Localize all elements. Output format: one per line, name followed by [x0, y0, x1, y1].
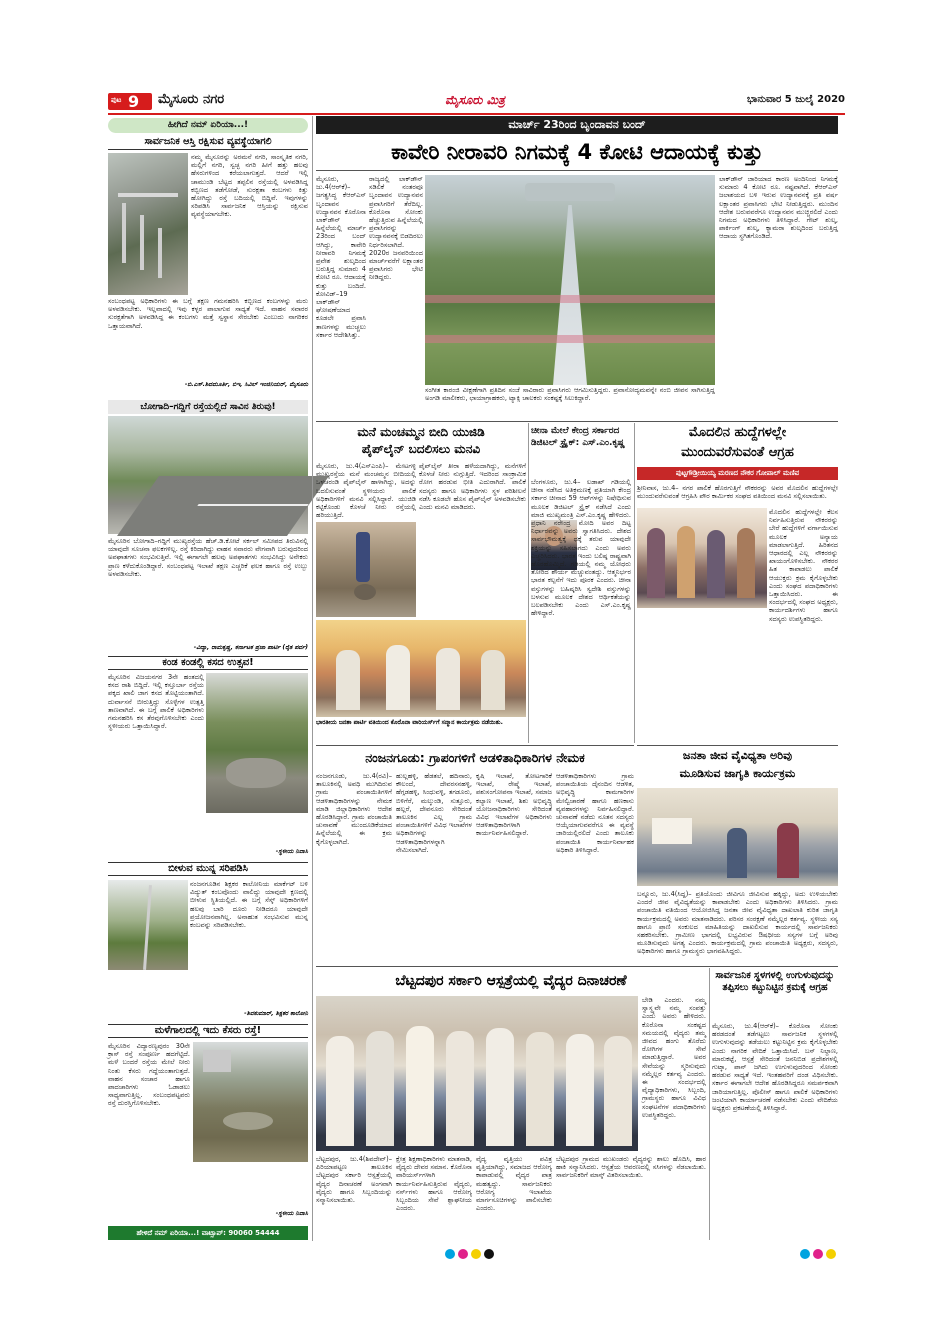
header-rule: [108, 113, 845, 115]
firstpost-col1: ಶ್ರೀನಿವಾಸ, ಜು.4– ನಗರ ಪಾಲಿಕೆ ಹೊರಗುತ್ತಿಗೆ ನೌಕರರನ್ನು ಅವರ ಮೊದಲಿನ ಹುದ್ದೆಗಳಲ್ಲೇ ಮುಂದುವರೆಸುವಂತೆ ಆಗ್ರಹಿಸಿ ಪೌರ ಕಾರ್ಮಿಕರ ಸಂಘದ ವತಿಯಿಂದ ಮನವಿ ಸಲ್ಲಿಸಲಾಯಿತು.: [637, 484, 838, 501]
firstpost-col2: ಮೊದಲಿನ ಹುದ್ದೆಗಳಲ್ಲೇ ಕೆಲಸ ನಿರ್ವಹಿಸುತ್ತಿರುವ ನೌಕರರನ್ನು ಬೇರೆ ಹುದ್ದೆಗಳಿಗೆ ವರ್ಗಾಯಿಸುವ ಮೂಲಕ ಅನ್ಯಾಯ ಮಾಡಲಾಗುತ್ತಿದೆ. ಹಿರಿತನದ ಆಧಾರದಲ್ಲಿ ಎಲ್ಲ ನೌಕರರನ್ನು ಖಾಯಂಗೊಳಿಸಬೇಕು. ನೌಕರರ ಹಿತ ಕಾಪಾಡಲು ಪಾಲಿಕೆ ಆಯುಕ್ತರು ಕ್ರಮ ಕೈಗೊಳ್ಳಬೇಕು ಎಂದು ಸಂಘದ ಪದಾಧಿಕಾರಿಗಳು ಒತ್ತಾಯಿಸಿದರು. ಈ ಸಂದರ್ಭದಲ್ಲಿ ಸಂಘದ ಅಧ್ಯಕ್ಷರು, ಕಾರ್ಯದರ್ಶಿಗಳು ಹಾಗೂ ಸದಸ್ಯರು ಉಪಸ್ಥಿತರಿದ್ದರು.: [769, 508, 838, 623]
railing-photo: [108, 153, 188, 295]
lead-kicker: ಮಾರ್ಚ್ 23ರಿಂದ ಬೃಂದಾವನ ಬಂದ್: [316, 116, 838, 134]
nanjangud-col4: ಆಡಳಿತಾಧಿಕಾರಿಗಳು ಗ್ರಾಮ ಪಂಚಾಯಿತಿಯ ದೈನಂದಿನ ಆಡಳಿತ, ಅಭಿವೃದ್ಧಿ ಕಾಮಗಾರಿಗಳ ಮೇಲ್ವಿಚಾರಣೆ ಹಾಗೂ ಹಣಕಾಸು ವ್ಯವಹಾರಗಳನ್ನು ನಿರ್ವಹಿಸಲಿದ್ದಾರೆ. ಚುನಾವಣೆ ನಡೆದು ನೂತನ ಸದಸ್ಯರು ಆಯ್ಕೆಯಾಗುವವರೆಗೂ ಈ ವ್ಯವಸ್ಥೆ ಜಾರಿಯಲ್ಲಿರಲಿದೆ ಎಂದು ತಾಲೂಕು ಪಂಚಾಯಿತಿ ಕಾರ್ಯನಿರ್ವಾಹಕ ಅಧಿಕಾರಿ ತಿಳಿಸಿದ್ದಾರೆ.: [556, 772, 634, 854]
story1-byline: -ಬಿ.ಎಸ್.ಶಿವಮೂರ್ತಿ, ಬಿಇ, ಸಿವಿಲ್ ಇಂಜಿನಿಯರ್, ಮೈಸೂರು: [184, 381, 308, 388]
garbage-photo: [206, 673, 308, 813]
story1-continued: ಸಂಬಂಧಪಟ್ಟ ಅಧಿಕಾರಿಗಳು ಈ ಬಗ್ಗೆ ತಕ್ಷಣ ಗಮನಹರಿಸಿ ಕಬ್ಬಿಣದ ಕಂಬಗಳನ್ನು ಮರು ಅಳವಡಿಸಬೇಕು. ಇಲ್ಲವಾದಲ್ಲಿ ಇವು ಕಳ್ಳರ ಪಾಲಾಗುವ ಸಾಧ್ಯತೆ ಇದೆ. ವಾಹನ ಸವಾರರ ಸುರಕ್ಷತೆಗಾಗಿ ಅಳವಡಿಸಿದ್ದ ಈ ಕಂಬಗಳು ಮತ್ತೆ ಸ್ವಸ್ಥಾನ ಸೇರಬೇಕು ಎಂಬುದು ನಾಗರಿಕರ ಒತ್ತಾಯವಾಗಿದೆ.: [108, 297, 308, 330]
left-column-rule: [312, 116, 313, 1241]
lead-headline-rule: [316, 170, 838, 171]
janata-headline-2: ಮೂಡಿಸುವ ಜಾಗೃತಿ ಕಾರ್ಯಕ್ರಮ: [679, 767, 796, 780]
story2-byline: -ವಿದ್ಯಾ, ರಾಮಕೃಷ್ಣ, ಕರ್ನಾಟಕ ಪ್ರಜಾ ಪಾರ್ಟಿ (ರೈತ ಪರ್ವ): [193, 644, 308, 651]
lead-col2: ರಾಜ್ಯದಲ್ಲಿ ಲಾಕ್‌ಡೌನ್ ಸಡಿಲಿಕೆ ನಂತರವೂ ಬೃಂದಾವನ ಉದ್ಯಾನವನ ಪ್ರವಾಸಿಗರಿಗೆ ತೆರೆದಿಲ್ಲ. ಕೊರೊನಾ ಸೋಂಕು ಹೆಚ್ಚುತ್ತಿರುವ ಹಿನ್ನೆಲೆಯಲ್ಲಿ ಪ್ರವಾಸಿಗರನ್ನು ಉದ್ಯಾನವನಕ್ಕೆ ಬಿಡದಿರಲು ನಿರ್ಧರಿಸಲಾಗಿದೆ. 2020ರ ಜನವರಿಯಿಂದ ಮಾರ್ಚ್‌ವರೆಗೆ ಲಕ್ಷಾಂತರ ಪ್ರವಾಸಿಗರು ಭೇಟಿ ನೀಡಿದ್ದರು.: [369, 175, 423, 282]
story2-headline: ಬೋಗಾದಿ–ಗದ್ದಿಗೆ ರಸ್ತೆಯಲ್ಲಿದೆ ಸಾವಿನ ತಿರುವು!: [108, 400, 308, 414]
lead-col-right: ಲಾಕ್‌ಡೌನ್ ಜಾರಿಯಾದ ಕಾರಣ ಅಂದಿನಿಂದ ನಿಗಮಕ್ಕೆ ಸುಮಾರು 4 ಕೋಟಿ ರೂ. ನಷ್ಟವಾಗಿದೆ. ಕೆಆರ್‌ಎಸ್ ಜಲಾಶಯದ ಬಳಿ ಇರುವ ಉದ್ಯಾನವನಕ್ಕೆ ಪ್ರತಿ ವರ್ಷ ಲಕ್ಷಾಂತರ ಪ್ರವಾಸಿಗರು ಭೇಟಿ ನೀಡುತ್ತಿದ್ದರು. ಮುಂದಿನ ಆದೇಶ ಬರುವವರೆಗೂ ಉದ್ಯಾನವನ ಮುಚ್ಚಿರಲಿದೆ ಎಂದು ನಿಗಮದ ಅಧಿಕಾರಿಗಳು ತಿಳಿಸಿದ್ದಾರೆ. ಗೇಟ್ ಶುಲ್ಕ, ಪಾರ್ಕಿಂಗ್ ಶುಲ್ಕ, ಕ್ಯಾಮರಾ ಶುಲ್ಕದಿಂದ ಬರುತ್ತಿದ್ದ ಆದಾಯ ಸ್ಥಗಿತಗೊಂಡಿದೆ.: [719, 175, 838, 241]
registration-mark-cyan: [445, 1249, 455, 1259]
story3-byline: -ಸ್ಥಳೀಯ ನಿವಾಸಿ: [275, 848, 308, 855]
bettadapura-headline: ಬೆಟ್ಟದಪುರ ಸರ್ಕಾರಿ ಆಸ್ಪತ್ರೆಯಲ್ಲಿ ವೈದ್ಯರ ದಿನಾಚರಣೆ: [395, 973, 627, 989]
firstpost-headline-1: ಮೊದಲಿನ ಹುದ್ದೆಗಳಲ್ಲೇ: [688, 425, 787, 440]
bettadapura-col2: ಕ್ಷೇತ್ರ ಶಿಕ್ಷಣಾಧಿಕಾರಿಗಳು ಮಾತನಾಡಿ, ವೈದ್ಯರು ದೇವರ ಸಮಾನ. ಕೊರೊನಾ ವಾರಿಯರ್ಸ್‌ಗಳಾಗಿ ಕಾರ್ಯನಿರ್ವಹಿಸುತ್ತಿರುವ ವೈದ್ಯರು, ನರ್ಸ್‌ಗಳು ಹಾಗೂ ಆರೋಗ್ಯ ಸಿಬ್ಬಂದಿಯ ಸೇವೆ ಶ್ಲಾಘನೀಯ ಎಂದರು.: [396, 1155, 472, 1213]
workers-group-photo: [637, 508, 767, 608]
bettadapura-public-rule: [709, 968, 710, 1240]
registration-mark-magenta: [458, 1249, 468, 1259]
brindavan-garden-photo: [425, 175, 715, 385]
section-title: ಮೈಸೂರು ನಗರ: [158, 92, 225, 107]
story3-headline: ಕಂಡ ಕಂಡಲ್ಲಿ ಕಸದ ಉತ್ಸವ!: [108, 656, 308, 670]
story1-headline: ಸಾರ್ವಜನಿಕ ಆಸ್ತಿ ರಕ್ಷಿಸುವ ವ್ಯವಸ್ಥೆಯಾಗಲಿ: [108, 136, 308, 150]
page-header: [100, 90, 845, 112]
page-number: 9: [128, 92, 140, 111]
masthead: ಮೈಸೂರು ಮಿತ್ರ: [445, 93, 505, 107]
registration-mark-right-magenta: [813, 1249, 823, 1259]
janata-body: ಬನ್ನೂರು, ಜು.4(ಸಿದ್ದ)– ಪ್ರತಿಯೊಂದು ಜೀವಿಗೂ ಜೀವಿಸುವ ಹಕ್ಕಿದ್ದು, ಅದು ಉಳಿಯಬೇಕು ಎಂದರೆ ಜೀವ ವೈವಿಧ್ಯತೆಯನ್ನು ಕಾಪಾಡಬೇಕು ಎಂದು ಅಧಿಕಾರಿಗಳು ತಿಳಿಸಿದರು. ಗ್ರಾಮ ಪಂಚಾಯಿತಿ ವತಿಯಿಂದ ಆಯೋಜಿಸಿದ್ದ ಜನತಾ ಜೀವ ವೈವಿಧ್ಯತಾ ದಾಖಲಾತಿ ಕುರಿತ ಜಾಗೃತಿ ಕಾರ್ಯಕ್ರಮದಲ್ಲಿ ಅವರು ಮಾತನಾಡಿದರು. ಪರಿಸರ ಸಂರಕ್ಷಣೆ ನಮ್ಮೆಲ್ಲರ ಕರ್ತವ್ಯ. ಸ್ಥಳೀಯ ಸಸ್ಯ ಹಾಗೂ ಪ್ರಾಣಿ ಸಂಕುಲದ ಮಾಹಿತಿಯನ್ನು ದಾಖಲಿಸುವ ಕಾರ್ಯದಲ್ಲಿ ಸಾರ್ವಜನಿಕರು ಸಹಕರಿಸಬೇಕು. ಗ್ರಾಮೀಣ ಭಾಗದಲ್ಲಿ ಲಭ್ಯವಿರುವ ಔಷಧೀಯ ಸಸ್ಯಗಳ ಬಗ್ಗೆ ಅರಿವು ಮೂಡಿಸುವುದು ಅಗತ್ಯ ಎಂದರು. ಕಾರ್ಯಕ್ರಮದಲ್ಲಿ ಗ್ರಾಮ ಪಂಚಾಯಿತಿ ಅಧ್ಯಕ್ಷರು, ಸದಸ್ಯರು, ಅಧಿಕಾರಿಗಳು ಹಾಗೂ ಗ್ರಾಮಸ್ಥರು ಭಾಗವಹಿಸಿದ್ದರು.: [637, 890, 838, 956]
muddy-road-photo: [193, 1042, 308, 1162]
story3-body: ಮೈಸೂರಿನ ವಿಜಯನಗರ 3ನೇ ಹಂತದಲ್ಲಿ ಕಸದ ರಾಶಿ ಬಿದ್ದಿದೆ. ಇಲ್ಲಿ ಕಸ್ತೂರ್ಬಾ ರಸ್ತೆಯ ಪಕ್ಕದ ಖಾಲಿ ಜಾಗ ಕಸದ ತೊಟ್ಟಿಯಂತಾಗಿದೆ. ದುರ್ವಾಸನೆ ಬೀರುತ್ತಿದ್ದು ಸೊಳ್ಳೆಗಳ ಉತ್ಪತ್ತಿ ತಾಣವಾಗಿದೆ. ಈ ಬಗ್ಗೆ ಪಾಲಿಕೆ ಅಧಿಕಾರಿಗಳು ಗಮನಹರಿಸಿ ಕಸ ತೆರವುಗೊಳಿಸಬೇಕು ಎಂದು ಸ್ಥಳೀಯರು ಒತ್ತಾಯಿಸಿದ್ದಾರೆ.: [108, 673, 204, 731]
janata-headline-1: ಜನತಾ ಜೀವ ವೈವಿಧ್ಯತಾ ಅರಿವು: [682, 749, 793, 762]
registration-mark-black: [484, 1249, 494, 1259]
mane-col1: ಮೈಸೂರು, ಜು.4(ಎಸ್‌ಎಂಪಿ)– ಮೇಟಗಳ್ಳಿ ಮುಖ್ಯರಸ್ತೆಯ ಮನೆ ಮಂಚಮ್ಮನ ಬೀದಿಯಲ್ಲಿ ಒಳಚರಂಡಿ ಪೈಪ್‌ಲೈನ್ ಹಾಳಾಗಿದ್ದು, ಅದನ್ನು ಬದಲಿಸುವಂತೆ ಸ್ಥಳೀಯರು ಪಾಲಿಕೆ ಅಧಿಕಾರಿಗಳಿಗೆ ಮನವಿ ಸಲ್ಲಿಸಿದ್ದಾರೆ. ಯುಜಿಡಿ ಕಟ್ಟಿಕೊಂಡು ಕೊಳಚೆ ನೀರು ರಸ್ತೆಯಲ್ಲಿ ಹರಿಯುತ್ತಿದೆ.: [316, 462, 416, 520]
nanjangud-bottom-rule: [316, 966, 838, 967]
mane-photo-caption: ಭಾರತೀಯ ಜನತಾ ಪಾರ್ಟಿ ವತಿಯಿಂದ ಕೊರೊನಾ ವಾರಿಯರ್ಸ್‌ಗೆ ಸನ್ಮಾನ ಕಾರ್ಯಕ್ರಮ ನಡೆಯಿತು.: [316, 719, 503, 726]
nanjangud-col2: ಹುಲ್ಲಹಳ್ಳಿ, ಹೆಡತಲೆ, ಹದಿನಾರು, ಕೌಲಂದೆ, ದೇವರಸನಹಳ್ಳಿ, ಹೆಗ್ಗಡಹಳ್ಳಿ, ಸಿಂಧುವಳ್ಳಿ, ತಗಡೂರು, ಬಿಳಿಗೆರೆ, ಮಲ್ಕುಂಡಿ, ಸುತ್ತೂರು, ಹಲ್ಲರೆ, ದೇವನೂರು ಸೇರಿದಂತೆ ತಾಲೂಕಿನ ಎಲ್ಲ ಗ್ರಾಮ ಪಂಚಾಯಿತಿಗಳಿಗೆ ವಿವಿಧ ಇಲಾಖೆಗಳ ಅಧಿಕಾರಿಗಳನ್ನು ಆಡಳಿತಾಧಿಕಾರಿಗಳನ್ನಾಗಿ ನೇಮಿಸಲಾಗಿದೆ.: [396, 772, 472, 854]
upper-lower-rule: [316, 745, 634, 746]
bettadapura-col-right: ಬೇಡಿ ಎಂದರು. ನಮ್ಮ ಸ್ವಾಸ್ಥ್ಯವೇ ನಮ್ಮ ಸಂಪತ್ತು ಎಂದು ಅವರು ಹೇಳಿದರು. ಕೊರೊನಾ ಸಂಕಷ್ಟದ ಸಮಯದಲ್ಲಿ ವೈದ್ಯರು ತಮ್ಮ ಜೀವದ ಹಂಗು ತೊರೆದು ರೋಗಿಗಳ ಸೇವೆ ಮಾಡುತ್ತಿದ್ದಾರೆ. ಅವರ ಸೇವೆಯನ್ನು ಸ್ಮರಿಸುವುದು ನಮ್ಮೆಲ್ಲರ ಕರ್ತವ್ಯ ಎಂದರು. ಈ ಸಂದರ್ಭದಲ್ಲಿ ವೈದ್ಯಾಧಿಕಾರಿಗಳು, ಸಿಬ್ಬಂದಿ, ಗ್ರಾಮಸ್ಥರು ಹಾಗೂ ವಿವಿಧ ಸಂಘಟನೆಗಳ ಪದಾಧಿಕಾರಿಗಳು ಉಪಸ್ಥಿತರಿದ್ದರು.: [642, 996, 706, 1119]
public-places-headline: ಸಾರ್ವಜನಿಕ ಸ್ಥಳಗಳಲ್ಲಿ ಉಗುಳುವುದನ್ನು ತಪ್ಪಿಸಲು ಕಟ್ಟುನಿಟ್ಟಿನ ಕ್ರಮಕ್ಕೆ ಆಗ್ರಹ: [715, 970, 835, 993]
nanjangud-headline: ನಂಜನಗೂಡು: ಗ್ರಾಪಂಗಳಿಗೆ ಆಡಳಿತಾಧಿಕಾರಿಗಳ ನೇಮಕ: [365, 750, 585, 765]
firstpost-janata-rule: [637, 745, 838, 746]
mane-headline-2: ಪೈಪ್‌ಲೈನ್ ಬದಲಿಸಲು ಮನವಿ: [361, 442, 481, 456]
lead-col1: ಮೈಸೂರು, ಜು.4(ಆರ್‌ಕೆ)– ಜಗತ್ಪ್ರಸಿದ್ಧ ಕೆಆರ್‌ಎಸ್ ಬೃಂದಾವನ ಉದ್ಯಾನವನ ಕೊರೊನಾ ಲಾಕ್‌ಡೌನ್ ಹಿನ್ನೆಲೆಯಲ್ಲಿ ಮಾರ್ಚ್ 23ರಿಂದ ಬಂದ್ ಆಗಿದ್ದು, ಕಾವೇರಿ ನೀರಾವರಿ ನಿಗಮಕ್ಕೆ ಪ್ರವೇಶ ಶುಲ್ಕದಿಂದ ಬರುತ್ತಿದ್ದ ಸುಮಾರು 4 ಕೋಟಿ ರೂ. ಆದಾಯಕ್ಕೆ ಕುತ್ತು ಬಂದಿದೆ. ಕೋವಿಡ್–19 ಲಾಕ್‌ಡೌನ್ ಘೋಷಣೆಯಾದ ಕೂಡಲೇ ಪ್ರವಾಸಿ ತಾಣಗಳನ್ನು ಮುಚ್ಚಲು ಸರ್ಕಾರ ಆದೇಶಿಸಿತ್ತು.: [316, 175, 366, 339]
public-places-body: ಮೈಸೂರು, ಜು.4(ಆರ್‌ಕೆ)– ಕೊರೊನಾ ಸೋಂಕು ಹರಡದಂತೆ ತಡೆಗಟ್ಟಲು ಸಾರ್ವಜನಿಕ ಸ್ಥಳಗಳಲ್ಲಿ ಉಗುಳುವುದನ್ನು ತಡೆಯಲು ಕಟ್ಟುನಿಟ್ಟಿನ ಕ್ರಮ ಕೈಗೊಳ್ಳಬೇಕು ಎಂದು ನಾಗರಿಕ ವೇದಿಕೆ ಒತ್ತಾಯಿಸಿದೆ. ಬಸ್ ನಿಲ್ದಾಣ, ಮಾರುಕಟ್ಟೆ, ಆಸ್ಪತ್ರೆ ಸೇರಿದಂತೆ ಜನನಿಬಿಡ ಪ್ರದೇಶಗಳಲ್ಲಿ ಗುಟ್ಕಾ, ಪಾನ್ ಜಗಿದು ಉಗುಳುವುದರಿಂದ ಸೋಂಕು ಹರಡುವ ಸಾಧ್ಯತೆ ಇದೆ. ಇಂತಹವರಿಗೆ ದಂಡ ವಿಧಿಸಬೇಕು. ಸರ್ಕಾರ ಈಗಾಗಲೇ ಆದೇಶ ಹೊರಡಿಸಿದ್ದರೂ ಸಮರ್ಪಕವಾಗಿ ಜಾರಿಯಾಗುತ್ತಿಲ್ಲ. ಪೊಲೀಸ್ ಹಾಗೂ ಪಾಲಿಕೆ ಅಧಿಕಾರಿಗಳು ಜಂಟಿಯಾಗಿ ಕಾರ್ಯಾಚರಣೆ ನಡೆಸಬೇಕು ಎಂದು ವೇದಿಕೆಯ ಅಧ್ಯಕ್ಷರು ಪ್ರಕಟಣೆಯಲ್ಲಿ ತಿಳಿಸಿದ್ದಾರೆ.: [712, 1022, 838, 1113]
ugd-pipeline-photo: [316, 522, 416, 617]
story4-headline: ಬೀಳುವ ಮುನ್ನ ಸರಿಪಡಿಸಿ: [108, 862, 308, 876]
road-curve-photo: [108, 416, 308, 534]
china-body: ಬೆಂಗಳೂರು, ಜು.4– ಲಡಾಖ್ ಗಡಿಯಲ್ಲಿ ಚೀನಾ ನಡೆಸಿದ ಅತಿಕ್ರಮಣಕ್ಕೆ ಪ್ರತಿಯಾಗಿ ಕೇಂದ್ರ ಸರ್ಕಾರ ಚೀನಾದ 59 ಆಪ್‌ಗಳನ್ನು ನಿಷೇಧಿಸುವ ಮೂಲಕ ಡಿಜಿಟಲ್ ಸ್ಟ್ರೈಕ್ ನಡೆಸಿದೆ ಎಂದು ಮಾಜಿ ಮುಖ್ಯಮಂತ್ರಿ ಎಸ್.ಎಂ.ಕೃಷ್ಣ ಹೇಳಿದರು. ಪ್ರಧಾನಿ ನರೇಂದ್ರ ಮೋದಿ ಅವರ ದಿಟ್ಟ ನಿರ್ಧಾರವನ್ನು ಅವರು ಸ್ವಾಗತಿಸಿದರು. ದೇಶದ ಸಾರ್ವಭೌಮತ್ವಕ್ಕೆ ಧಕ್ಕೆ ತರುವ ಯಾವುದೇ ಶಕ್ತಿಯನ್ನು ಸಹಿಸಲಾಗದು ಎಂದು ಅವರು ಎಚ್ಚರಿಸಿದರು. ಭಾರತ ಇಂದು ಬಲಿಷ್ಠ ರಾಷ್ಟ್ರವಾಗಿ ಹೊರಹೊಮ್ಮಿದೆ. ಗಡಿಯಲ್ಲಿ ನಮ್ಮ ಯೋಧರು ತೋರಿದ ಶೌರ್ಯ ಮೆಚ್ಚುವಂತದ್ದು. ಆತ್ಮನಿರ್ಭರ ಭಾರತ ಕಲ್ಪನೆಗೆ ಇದು ಪೂರಕ ಎಂದರು. ಚೀನಾ ವಸ್ತುಗಳನ್ನು ಬಹಿಷ್ಕರಿಸಿ ಸ್ವದೇಶಿ ವಸ್ತುಗಳನ್ನು ಬಳಸುವ ಮೂಲಕ ದೇಶದ ಆರ್ಥಿಕತೆಯನ್ನು ಬಲಪಡಿಸಬೇಕು ಎಂದು ಎಸ್.ಎಂ.ಕೃಷ್ಣ ಹೇಳಿದ್ದಾರೆ.: [531, 478, 631, 618]
story4-body: ನಂಜನಗೂಡಿನ ಶಿಕ್ಷಕರ ಕಾಲೋನಿಯ ಮಾರ್ಕೆಟ್ ಬಳಿ ವಿದ್ಯುತ್ ಕಂಬವೊಂದು ವಾಲಿದ್ದು ಯಾವುದೇ ಕ್ಷಣದಲ್ಲಿ ಬೀಳುವ ಸ್ಥಿತಿಯಲ್ಲಿದೆ. ಈ ಬಗ್ಗೆ ಸೆಸ್ಕ್ ಅಧಿಕಾರಿಗಳಿಗೆ ಹಲವು ಬಾರಿ ದೂರು ನೀಡಿದರೂ ಯಾವುದೇ ಪ್ರಯೋಜನವಾಗಿಲ್ಲ. ಅನಾಹುತ ಸಂಭವಿಸುವ ಮುನ್ನ ಕಂಬವನ್ನು ಸರಿಪಡಿಸಬೇಕು.: [190, 880, 308, 930]
date: ಭಾನುವಾರ 5 ಜುಲೈ 2020: [746, 94, 845, 105]
left-footer-bar: ಹೇಳಿದೆ ನಮ್ ಏರಿಯಾ...! ವಾಟ್ಸಾಪ್: 90060 54444: [108, 1226, 308, 1240]
bettadapura-col3: ವೈದ್ಯ ವೃತ್ತಿಯು ಪವಿತ್ರ ವೃತ್ತಿಯಾಗಿದ್ದು, ಸಮಾಜದ ಆರೋಗ್ಯ ಕಾಪಾಡುವಲ್ಲಿ ವೈದ್ಯರ ಪಾತ್ರ ಮಹತ್ವದ್ದು. ಸಾರ್ವಜನಿಕರು ಆರೋಗ್ಯ ಇಲಾಖೆಯ ಮಾರ್ಗಸೂಚಿಗಳನ್ನು ಪಾಲಿಸಬೇಕು ಎಂದರು.: [476, 1155, 552, 1213]
left-column-banner: ಹೀಗಿದೆ ನಮ್ ಏರಿಯಾ...!: [108, 118, 308, 133]
mane-col2: ಪೈಪ್‌ಲೈನ್ ತೀರಾ ಹಳೆಯದಾಗಿದ್ದು, ಮನೆಗಳಿಗೆ ಕೊಳಚೆ ನೀರು ನುಗ್ಗುತ್ತಿದೆ. ಇದರಿಂದ ಸಾಂಕ್ರಾಮಿಕ ರೋಗ ಹರಡುವ ಭೀತಿ ಎದುರಾಗಿದೆ. ಪಾಲಿಕೆ ಸದಸ್ಯರು ಹಾಗೂ ಅಧಿಕಾರಿಗಳು ಸ್ಥಳ ಪರಿಶೀಲನೆ ನಡೆಸಿ ಕೂಡಲೇ ಹೊಸ ಪೈಪ್‌ಲೈನ್ ಅಳವಡಿಸಬೇಕು ಎಂದು ಮನವಿ ಮಾಡಿದರು.: [419, 462, 526, 512]
lead-photo-text: ಸಂಗೀತ ಕಾರಂಜಿ ವೀಕ್ಷಣೆಗಾಗಿ ಪ್ರತಿದಿನ ಸಂಜೆ ಸಾವಿರಾರು ಪ್ರವಾಸಿಗರು ಆಗಮಿಸುತ್ತಿದ್ದರು. ಪ್ರವಾಸೋದ್ಯಮವನ್ನೇ ನಂಬಿ ಜೀವನ ಸಾಗಿಸುತ್ತಿದ್ದ ಅಂಗಡಿ ಮಾಲೀಕರು, ಛಾಯಾಗ್ರಾಹಕರು, ಟ್ಯಾಕ್ಸಿ ಚಾಲಕರು ಸಂಕಷ್ಟಕ್ಕೆ ಸಿಲುಕಿದ್ದಾರೆ.: [425, 386, 715, 403]
registration-mark-right-yellow: [826, 1249, 836, 1259]
nanjangud-col3: ಕೃಷಿ ಇಲಾಖೆ, ತೋಟಗಾರಿಕೆ ಇಲಾಖೆ, ರೇಷ್ಮೆ ಇಲಾಖೆ, ಪಶುಸಂಗೋಪನಾ ಇಲಾಖೆ, ಸಮಾಜ ಕಲ್ಯಾಣ ಇಲಾಖೆ, ಶಿಶು ಅಭಿವೃದ್ಧಿ ಯೋಜನಾಧಿಕಾರಿಗಳು ಸೇರಿದಂತೆ ವಿವಿಧ ಇಲಾಖೆಗಳ ಅಧಿಕಾರಿಗಳು ಆಡಳಿತಾಧಿಕಾರಿಗಳಾಗಿ ಕಾರ್ಯನಿರ್ವಹಿಸಲಿದ್ದಾರೆ.: [476, 772, 552, 838]
china-headline: ಚೀನಾ ಮೇಲೆ ಕೇಂದ್ರ ಸರ್ಕಾರದ ಡಿಜಿಟಲ್ ಸ್ಟ್ರೈಕ್: ಎಸ್.ಎಂ.ಕೃಷ್ಣ: [531, 426, 625, 448]
page-number-box: [108, 93, 152, 110]
awareness-program-photo: [637, 788, 838, 886]
electric-pole-photo: [108, 880, 188, 970]
firstpost-subhead: ಪುಟ್ಟಗೌಡ್ರೀಯಿಯ್ಯ ಮರಣದ ನೌಕರ ಗೋಪಾಲ್ ಮಣಿವ: [637, 467, 838, 480]
bjp-felicitation-photo: [316, 620, 526, 717]
firstpost-headline-2: ಮುಂದುವರೆಸುವಂತೆ ಆಗ್ರಹ: [681, 445, 794, 460]
story1-lead: ನಮ್ಮ ಮೈಸೂರನ್ನು ಅರಮನೆ ನಗರಿ, ಸಾಂಸ್ಕೃತಿಕ ನಗರಿ, ಮಲ್ಲಿಗೆ ನಗರಿ, ಸ್ವಚ್ಛ ನಗರಿ ಹೀಗೆ ಹತ್ತು ಹಲವು ಹೆಸರುಗಳಿಂದ ಕರೆಯಲಾಗುತ್ತದೆ. ಆದರೆ ಇಲ್ಲಿ ಚಾಮುಂಡಿ ಬೆಟ್ಟದ ತಪ್ಪಲಿನ ರಸ್ತೆಯಲ್ಲಿ ಅಳವಡಿಸಿದ್ದ ಕಬ್ಬಿಣದ ತಡೆಗೋಡೆ, ಸುರಕ್ಷತಾ ಕಂಬಗಳು ಕಿತ್ತು ಹೋಗಿದ್ದು ರಸ್ತೆ ಬದಿಯಲ್ಲಿ ಬಿದ್ದಿವೆ. ಇವುಗಳನ್ನು ಸರಿಪಡಿಸಿ ಸಾರ್ವಜನಿಕ ಆಸ್ತಿಯನ್ನು ರಕ್ಷಿಸುವ ವ್ಯವಸ್ಥೆಯಾಗಬೇಕು.: [191, 153, 308, 219]
nanjangud-col1: ನಂಜನಗೂಡು, ಜು.4(ರವಿ)– ತಾಲೂಕಿನಲ್ಲಿ ಅವಧಿ ಮುಗಿದಿರುವ ಗ್ರಾಮ ಪಂಚಾಯಿತಿಗಳಿಗೆ ಆಡಳಿತಾಧಿಕಾರಿಗಳನ್ನು ನೇಮಕ ಮಾಡಿ ಜಿಲ್ಲಾಧಿಕಾರಿಗಳು ಆದೇಶ ಹೊರಡಿಸಿದ್ದಾರೆ. ಗ್ರಾಮ ಪಂಚಾಯಿತಿ ಚುನಾವಣೆ ಮುಂದೂಡಿಕೆಯಾದ ಹಿನ್ನೆಲೆಯಲ್ಲಿ ಈ ಕ್ರಮ ಕೈಗೊಳ್ಳಲಾಗಿದೆ.: [316, 772, 392, 846]
doctors-day-photo: [316, 996, 638, 1151]
china-firstpost-rule: [634, 423, 635, 743]
story4-byline: -ಶಿವಕುಮಾರ್, ಶಿಕ್ಷಕರ ಕಾಲೋನಿ: [244, 1010, 308, 1017]
story5-body: ಮೈಸೂರಿನ ವಿದ್ಯಾರಣ್ಯಪುರಂ 30ನೇ ಕ್ರಾಸ್ ರಸ್ತೆ ಸಂಪೂರ್ಣ ಹದಗೆಟ್ಟಿದೆ. ಮಳೆ ಬಂದರೆ ರಸ್ತೆಯ ಮೇಲೆ ನೀರು ನಿಂತು ಕೆಸರು ಗದ್ದೆಯಂತಾಗುತ್ತದೆ. ವಾಹನ ಸಂಚಾರ ಹಾಗೂ ಪಾದಚಾರಿಗಳು ಓಡಾಡಲು ಸಾಧ್ಯವಾಗುತ್ತಿಲ್ಲ. ಸಂಬಂಧಪಟ್ಟವರು ರಸ್ತೆ ದುರಸ್ತಿಗೊಳಿಸಬೇಕು.: [108, 1042, 190, 1108]
registration-mark-right-cyan: [800, 1249, 810, 1259]
lead-bottom-rule: [316, 421, 838, 422]
story5-headline: ಮಳೆಗಾಲದಲ್ಲಿ ಇದು ಕೆಸರು ರಸ್ತೆ!: [108, 1024, 308, 1038]
story2-body: ಮೈಸೂರಿನ ಬೋಗಾದಿ–ಗದ್ದಿಗೆ ಮುಖ್ಯರಸ್ತೆಯ ಹೆಚ್.ಡಿ.ಕೋಟೆ ಸರ್ಕಲ್ ಸಮೀಪದ ತಿರುವಿನಲ್ಲಿ ಯಾವುದೇ ಸೂಚನಾ ಫಲಕಗಳಿಲ್ಲ. ರಸ್ತೆ ಕಿರಿದಾಗಿದ್ದು ವಾಹನ ಸವಾರರು ವೇಗವಾಗಿ ಬರುವುದರಿಂದ ಅಪಘಾತಗಳು ಸಂಭವಿಸುತ್ತಿವೆ. ಇಲ್ಲಿ ಈಗಾಗಲೇ ಹಲವು ಅಪಘಾತಗಳು ಸಂಭವಿಸಿದ್ದು ಅನೇಕರು ಪ್ರಾಣ ಕಳೆದುಕೊಂಡಿದ್ದಾರೆ. ಸಂಬಂಧಪಟ್ಟ ಇಲಾಖೆ ತಕ್ಷಣ ಎಚ್ಚರಿಕೆ ಫಲಕ ಹಾಗೂ ರಸ್ತೆ ಉಬ್ಬು ಅಳವಡಿಸಬೇಕು.: [108, 537, 308, 578]
bettadapura-col4: ಬೆಟ್ಟದಪುರ ಗ್ರಾಮದ ಮುಖಂಡರು ವೈದ್ಯರನ್ನು ಶಾಲು ಹೊದಿಸಿ, ಹಾರ ಹಾಕಿ ಸನ್ಮಾನಿಸಿದರು. ಆಸ್ಪತ್ರೆಯ ಆವರಣದಲ್ಲಿ ಸಸಿಗಳನ್ನು ನೆಡಲಾಯಿತು. ಸಾರ್ವಜನಿಕರಿಗೆ ಮಾಸ್ಕ್ ವಿತರಿಸಲಾಯಿತು.: [556, 1155, 706, 1180]
lead-headline: ಕಾವೇರಿ ನೀರಾವರಿ ನಿಗಮಕ್ಕೆ 4 ಕೋಟಿ ಆದಾಯಕ್ಕೆ ಕುತ್ತು: [391, 140, 763, 164]
mane-china-rule: [528, 423, 529, 743]
story5-byline: -ಸ್ಥಳೀಯ ನಿವಾಸಿ: [275, 1210, 308, 1217]
mane-headline-1: ಮನೆ ಮಂಚಮ್ಮನ ಬೀದಿ ಯುಜಿಡಿ: [357, 425, 485, 439]
registration-mark-yellow: [471, 1249, 481, 1259]
bettadapura-col1: ಬೆಟ್ಟದಪುರ, ಜು.4(ಶಿವದೇವ್)– ಪಿರಿಯಾಪಟ್ಟಣ ತಾಲೂಕಿನ ಬೆಟ್ಟದಪುರ ಸರ್ಕಾರಿ ಆಸ್ಪತ್ರೆಯಲ್ಲಿ ವೈದ್ಯರ ದಿನಾಚರಣೆ ಅಂಗವಾಗಿ ವೈದ್ಯರು ಹಾಗೂ ಸಿಬ್ಬಂದಿಯನ್ನು ಸನ್ಮಾನಿಸಲಾಯಿತು.: [316, 1155, 392, 1205]
page-label: ಪುಟ: [111, 96, 122, 104]
